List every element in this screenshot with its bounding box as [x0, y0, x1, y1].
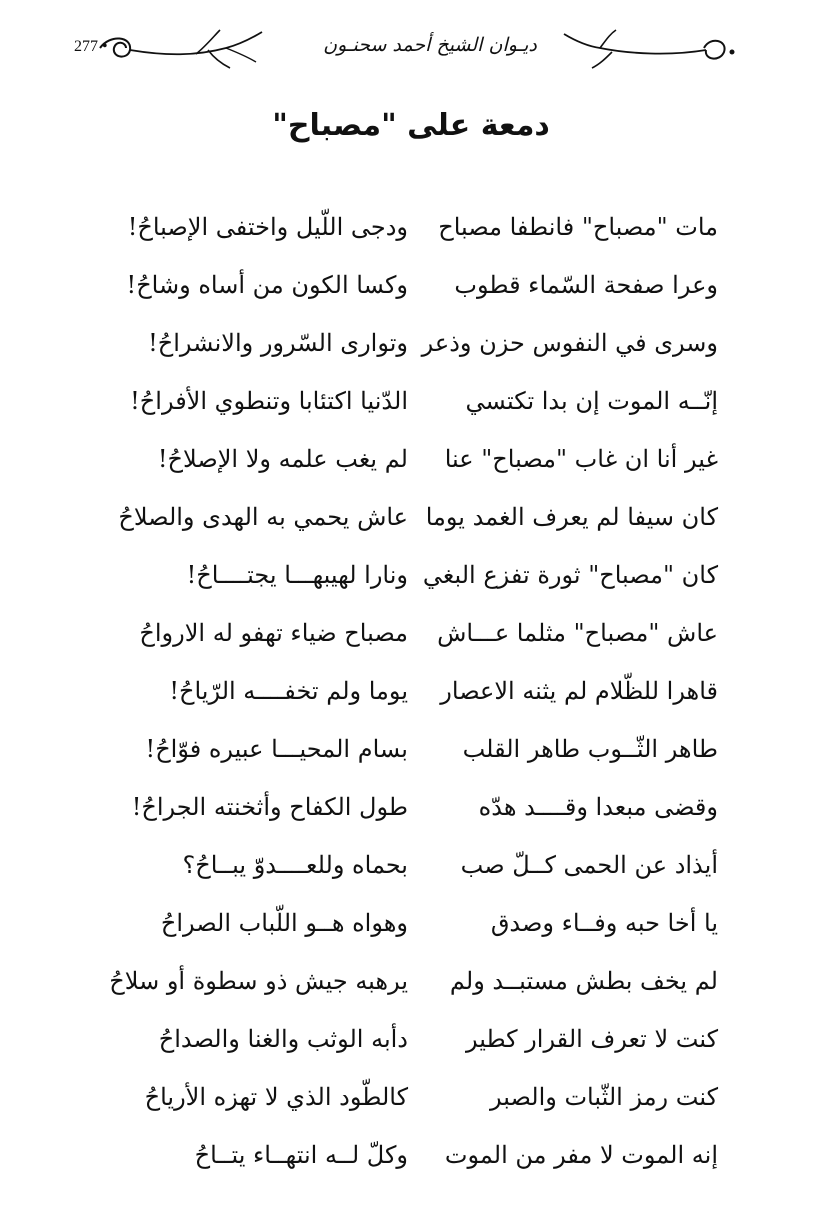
verse-first-hemistich: لم يخف بطش مستبــد ولم: [449, 967, 718, 995]
verse-first-hemistich: إنه الموت لا مفر من الموت: [444, 1141, 718, 1169]
verse: [118, 379, 718, 437]
verse-first-hemistich: كنت رمز الثّبات والصبر: [489, 1083, 718, 1111]
page-number: 277 •: [74, 38, 108, 55]
left-flourish-ornament: [96, 26, 266, 70]
verse-first-hemistich: قاهرا للظّلام لم يثنه الاعصار: [440, 677, 718, 705]
running-title: ديـوان الشيخ أحمد سحنـون: [323, 34, 537, 56]
verse: [118, 495, 718, 553]
poem-body: [109, 205, 718, 1191]
verse: [118, 669, 718, 727]
verse-second-hemistich: لم يغب علمه ولا الإصلاحُ!: [157, 445, 408, 473]
verse-second-hemistich: وتوارى السّرور والانشراحُ!: [148, 329, 408, 357]
verse-second-hemistich: وكسا الكون من أساه وشاحُ!: [126, 271, 408, 299]
verse-first-hemistich: وسرى في النفوس حزن وذعر: [421, 329, 718, 357]
poem-title: دمعة على "مصباح": [272, 108, 550, 143]
page-header: [60, 22, 780, 74]
verse-first-hemistich: كنت لا تعرف القرار كطير: [465, 1025, 718, 1053]
verse-second-hemistich: يرهبه جيش ذو سطوة أو سلاحُ: [109, 967, 408, 995]
verse: [118, 611, 718, 669]
verse: [118, 437, 718, 495]
verse-first-hemistich: أيذاد عن الحمى كــلّ صب: [460, 851, 718, 879]
verse: [118, 1017, 718, 1075]
verse-first-hemistich: غير أنا ان غاب "مصباح" عنا: [444, 445, 718, 473]
verse: [118, 321, 718, 379]
verse: [118, 205, 718, 263]
verse-first-hemistich: وعرا صفحة السّماء قطوب: [454, 271, 718, 299]
verse-second-hemistich: وهواه هــو اللّباب الصراحُ: [160, 909, 408, 937]
verse-second-hemistich: عاش يحمي به الهدى والصلاحُ: [118, 503, 408, 531]
right-flourish-ornament: [560, 26, 740, 70]
verse-second-hemistich: ونارا لهيبهـــا يجتــــاحُ!: [186, 561, 408, 589]
verse-second-hemistich: بحماه وللعــــدوّ يبــاحُ؟: [182, 851, 408, 879]
verse-first-hemistich: وقضى مبعدا وقــــد هدّه: [478, 793, 718, 821]
verse: [118, 843, 718, 901]
verse: [118, 901, 718, 959]
verse-second-hemistich: مصباح ضياء تهفو له الارواحُ: [139, 619, 408, 647]
verse-second-hemistich: طول الكفاح وأثخنته الجراحُ!: [131, 793, 408, 821]
verse: [118, 553, 718, 611]
verse-first-hemistich: إنّــه الموت إن بدا تكتسي: [465, 387, 718, 415]
verse-second-hemistich: وكلّ لــه انتهــاء يتــاحُ: [194, 1141, 408, 1169]
verse-second-hemistich: كالطّود الذي لا تهزه الأرياحُ: [144, 1083, 408, 1111]
verse: [118, 727, 718, 785]
verse-second-hemistich: ودجى اللّيل واختفى الإصباحُ!: [127, 213, 408, 241]
verse: [118, 263, 718, 321]
verse: [109, 959, 718, 1017]
verse: [118, 1075, 718, 1133]
verse-second-hemistich: بسام المحيـــا عبيره فوّاحُ!: [145, 735, 408, 763]
verse-second-hemistich: دأبه الوثب والغنا والصداحُ: [158, 1025, 408, 1053]
verse-first-hemistich: مات "مصباح" فانطفا مصباح: [438, 213, 718, 241]
verse-first-hemistich: كان سيفا لم يعرف الغمد يوما: [425, 503, 718, 531]
verse-second-hemistich: الدّنيا اكتئابا وتنطوي الأفراحُ!: [130, 387, 408, 415]
verse: [118, 1133, 718, 1191]
verse-second-hemistich: يوما ولم تخفــــه الرّياحُ!: [169, 677, 408, 705]
verse-first-hemistich: طاهر الثّــوب طاهر القلب: [462, 735, 718, 763]
verse-first-hemistich: عاش "مصباح" مثلما عـــاش: [437, 619, 718, 647]
verse-first-hemistich: يا أخا حبه وفــاء وصدق: [490, 909, 718, 937]
verse-first-hemistich: كان "مصباح" ثورة تفزع البغي: [422, 561, 718, 589]
verse: [118, 785, 718, 843]
